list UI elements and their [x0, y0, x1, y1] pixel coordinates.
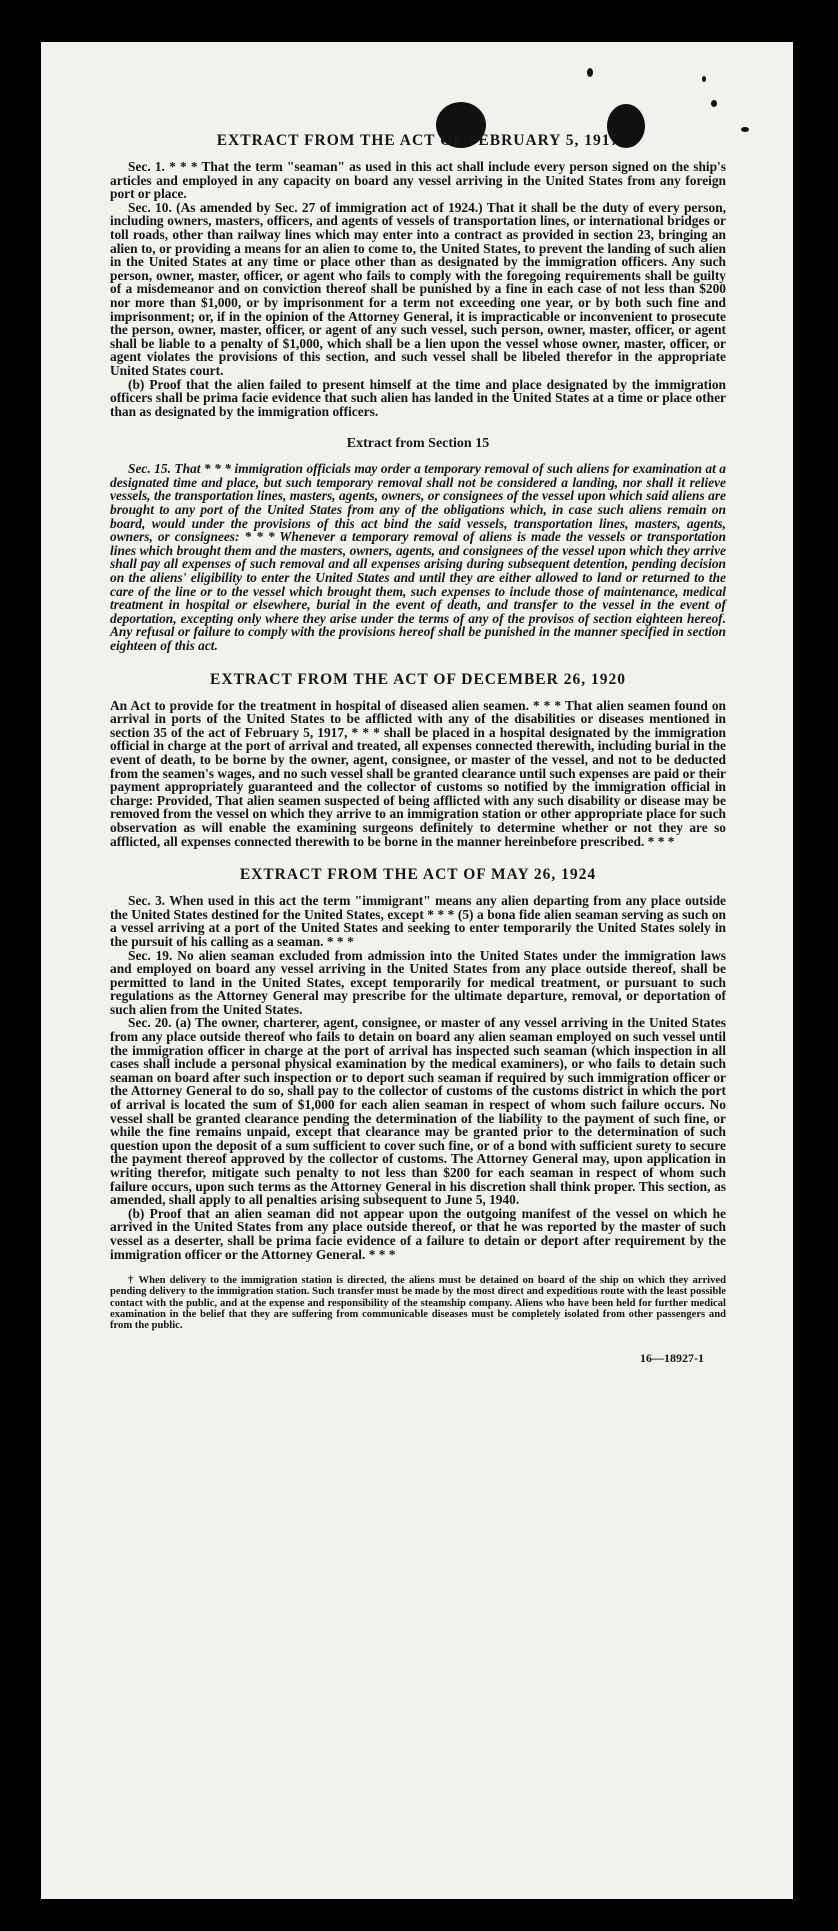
ink-blot	[702, 76, 706, 82]
document-page	[41, 42, 793, 1899]
act-1920-section	[110, 671, 726, 849]
act-1920-paragraph: An Act to provide for the treatment in hospital of diseased alien seamen. * * * That alien seamen found on arrival in ports of the United States to be afflicted with any of the disabilities or diseases mentioned in section 35 of the act of February 5, 1917, * * * shall be placed in a hospital designated by the immigration official in charge at the port of arrival and treated, all expenses connected therewith, including burial in the event of death, to be borne by the owner, agent, consignee, or master of the vessel, and not to be deducted from the seamen's wages, and no such vessel shall be granted clearance until such expenses are paid or their payment appropriately guaranteed and the collector of customs so notified by the immigration official in charge: Provided, That alien seamen suspected of being afflicted with any such disability or disease may be removed from the vessel on which they arrive to an immigration station or other appropriate place for such observation as will enable the examining surgeons definitely to determine whether or not they are so afflicted, all expenses connected therewith to be borne in the manner hereinbefore prescribed. * * *	[110, 697, 726, 849]
act-1917-heading: EXTRACT FROM THE ACT OF FEBRUARY 5, 1917	[216, 132, 620, 149]
ink-blot	[587, 68, 593, 77]
ink-blot	[711, 100, 717, 107]
act-1924-heading: EXTRACT FROM THE ACT OF MAY 26, 1924	[239, 866, 597, 884]
form-code: 16—18927-1	[640, 1351, 704, 1366]
section-15-heading: Extract from Section 15	[346, 436, 490, 452]
ink-blot	[741, 127, 749, 132]
act-1917-paragraph: Sec. 1. * * * That the term "seaman" as used in this act shall include every person signed on the ship's articles and employed in any capacity on board any vessel arriving in the United States from any foreign port or place.	[110, 159, 726, 202]
act-1917-paragraph: (b) Proof that the alien failed to present himself at the time and place designated by the immigration officers shall be prima facie evidence that such alien has landed in the United States at a time or place other than as designated by the immigration officers.	[110, 376, 726, 419]
act-1924-paragraph: (b) Proof that an alien seaman did not appear upon the outgoing manifest of the vessel on which he arrived in the United States from any place outside thereof, or that he was reported by the master of such vessel as a deserter, shall be prima facie evidence of a failure to detain or deport after requirement by the immigration officer or the Attorney General. * * *	[110, 1205, 726, 1262]
act-1920-heading: EXTRACT FROM THE ACT OF DECEMBER 26, 1920	[210, 670, 626, 688]
document-body	[110, 132, 726, 1366]
act-1917-section	[110, 132, 726, 418]
footnote	[110, 1275, 726, 1331]
section-15-paragraph: Sec. 15. That * * * immigration officials may order a temporary removal of such aliens for examination at a designated time and place, but such temporary removal shall not be considered a landing, nor shall it relieve vessels, the transportation lines, masters, agents, owners, or consignees of the vessel upon which said aliens are brought to any port of the United States from any of the obligations which, in case such aliens remain on board, would under the provisions of this act bind the said vessels, transportation lines, masters, agents, owners, or consignees: * * * Whenever a temporary removal of aliens is made the vessels or transportation lines which brought them and the masters, owners, agents, and consignees of the vessel upon which they arrive shall pay all expenses of such removal and all expenses arising during subsequent detention, pending decision on the aliens' eligibility to enter the United States and until they are either allowed to land or returned to the care of the line or to the vessel which brought them, such expenses to include those of maintenance, medical treatment in hospital or elsewhere, burial in the event of death, and transfer to the vessel in the event of deportation, excepting only where they arise under the terms of any of the provisos of section eighteen hereof. Any refusal or failure to comply with the provisions hereof shall be punished in the manner specified in section eighteen of this act.	[110, 461, 726, 653]
act-1924-paragraph: Sec. 3. When used in this act the term "immigrant" means any alien departing from any place outside the United States destined for the United States, except * * * (5) a bona fide alien seaman serving as such on a vessel arriving at a port of the United States and seeking to enter temporarily the United States solely in the pursuit of his calling as a seaman. * * *	[110, 893, 726, 949]
footnote-text: † When delivery to the immigration station is directed, the aliens must be detained on board of the ship on which they arrived pending delivery to the immigration station. Such transfer must be made by the most direct and expeditious route with the least possible contact with the public, and at the expense and responsibility of the steamship company. Aliens who have been held for further medical examination in the belief that they are suffering from communicable diseases must be completely isolated from other passengers and from the public.	[110, 1275, 726, 1331]
act-1924-section	[110, 866, 726, 1261]
act-1917-paragraph: Sec. 10. (As amended by Sec. 27 of immigration act of 1924.) That it shall be the duty of every person, including owners, masters, officers, and agents of vessels of transportation lines, or international bridges or toll roads, other than railway lines which may enter into a contract as provided in section 23, bringing an alien to, or providing a means for an alien to come to, the United States, to prevent the landing of such alien in the United States at any time or place other than as designated by the immigration officers. Any such person, owner, master, officer, or agent who fails to comply with the foregoing requirements shall be guilty of a misdemeanor and on conviction thereof shall be punished by a fine in each case of not less than $200 nor more than $1,000, or by imprisonment for a term not exceeding one year, or by both such fine and imprisonment; or, if in the opinion of the Attorney General, it is impracticable or inconvenient to prosecute the person, owner, master, officer, or agent of any such vessel, such person, owner, master, officer, or agent shall be liable to a penalty of $1,000, which shall be a lien upon the vessel whose owner, master, officer, or agent violates the provisions of this section, and such vessel shall be libeled therefor in the appropriate United States court.	[110, 199, 726, 378]
section-15	[110, 436, 726, 652]
act-1924-paragraph: Sec. 20. (a) The owner, charterer, agent, consignee, or master of any vessel arriving in the United States from any place outside thereof who fails to detain on board any alien seaman employed on such vessel until the immigration officer in charge at the port of arrival has inspected such seaman (which inspection in all cases shall include a personal physical examination by the medical examiners), or who fails to detain such seaman on board after such inspection or to deport such seaman if required by such immigration officer or the Attorney General to do so, shall pay to the collector of customs of the customs district in which the port of arrival is located the sum of $1,000 for each alien seaman in respect of whom such failure occurs. No vessel shall be granted clearance pending the determination of the liability to the payment of such fine, or while the fine remains unpaid, except that clearance may be granted prior to the determination of such question upon the deposit of a sum sufficient to cover such fine, or of a bond with sufficient surety to secure the payment thereof approved by the collector of customs. The Attorney General may, upon application in writing therefor, mitigate such penalty to not less than $200 for each seaman in respect of whom such failure occurs, upon such terms as the Attorney General in his discretion shall think proper. This section, as amended, shall apply to all penalties arising subsequent to June 5, 1940.	[110, 1015, 726, 1208]
act-1924-paragraph: Sec. 19. No alien seaman excluded from admission into the United States under the immigration laws and employed on board any vessel arriving in the United States from any place outside thereof, shall be permitted to land in the United States, except temporarily for medical treatment, or pursuant to such regulations as the Attorney General may prescribe for the ultimate departure, removal, or deportation of such alien from the United States.	[110, 947, 726, 1017]
